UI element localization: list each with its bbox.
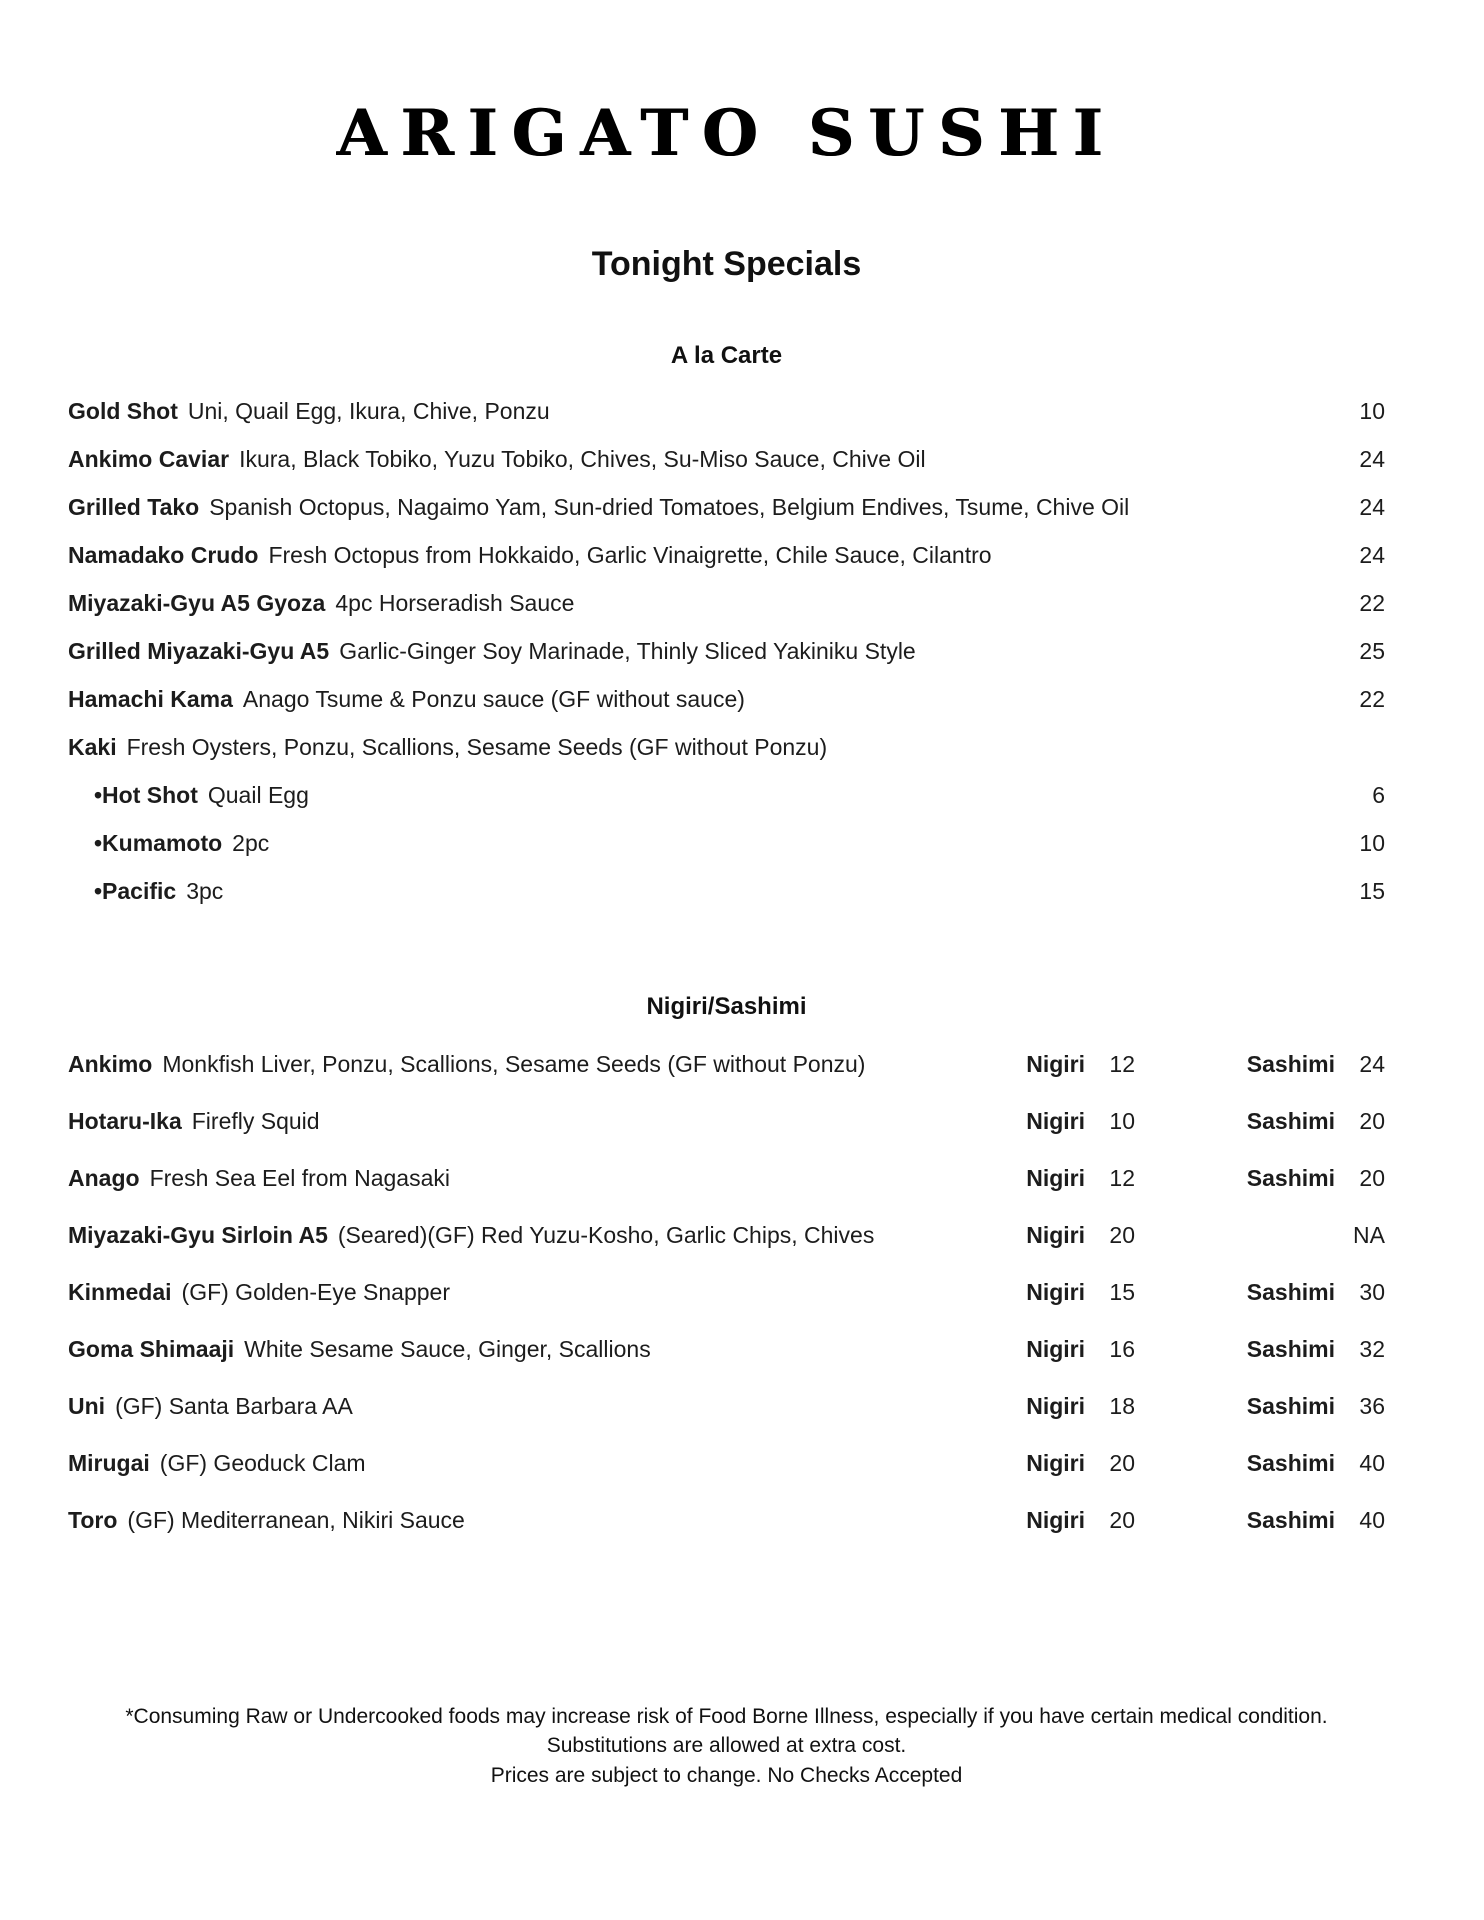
a-la-carte-list <box>68 398 1385 905</box>
item-name: Ankimo <box>68 1051 153 1077</box>
footer-disclaimer-line1: *Consuming Raw or Undercooked foods may increase risk of Food Borne Illness, especially if you have certain medical condition. <box>125 1705 1328 1728</box>
nigiri-price: 10 <box>1109 1108 1135 1134</box>
menu-subtitle: Tonight Specials <box>591 245 862 283</box>
item-price: 10 <box>1359 398 1385 424</box>
nigiri-label: Nigiri <box>1026 1165 1085 1191</box>
nigiri-price: 20 <box>1109 1450 1135 1476</box>
menu-item <box>68 398 1385 425</box>
nigiri-label: Nigiri <box>1026 1108 1085 1134</box>
item-desc: Garlic-Ginger Soy Marinade, Thinly Sliced Yakiniku Style <box>339 638 916 664</box>
menu-subitem <box>68 830 1385 857</box>
menu-item <box>68 638 1385 665</box>
menu-item <box>68 1165 1385 1192</box>
sashimi-label: Sashimi <box>1246 1279 1335 1305</box>
sashimi-price: 20 <box>1359 1165 1385 1191</box>
item-desc: Fresh Sea Eel from Nagasaki <box>149 1165 450 1191</box>
item-name: Ankimo Caviar <box>68 446 230 472</box>
sashimi-label: Sashimi <box>1246 1165 1335 1191</box>
item-desc: (GF) Golden-Eye Snapper <box>181 1279 450 1305</box>
menu-item <box>68 1450 1385 1477</box>
sashimi-price: 20 <box>1359 1108 1385 1134</box>
item-name: •Kumamoto <box>94 830 223 856</box>
menu-item <box>68 1108 1385 1135</box>
item-name: Hamachi Kama <box>68 686 233 712</box>
item-name: Mirugai <box>68 1450 150 1476</box>
item-desc: (Seared)(GF) Red Yuzu-Kosho, Garlic Chips, Chives <box>337 1222 875 1248</box>
menu-item <box>68 542 1385 569</box>
sashimi-price: 30 <box>1359 1279 1385 1305</box>
item-price: 24 <box>1359 542 1385 568</box>
item-price: 24 <box>1359 494 1385 520</box>
section-heading-a-la-carte: A la Carte <box>670 342 783 369</box>
item-name: Gold Shot <box>68 398 178 424</box>
menu-item <box>68 1279 1385 1306</box>
menu-item <box>68 1336 1385 1363</box>
item-desc: White Sesame Sauce, Ginger, Scallions <box>244 1336 651 1362</box>
item-price: 22 <box>1359 686 1385 712</box>
item-price: 15 <box>1359 878 1385 904</box>
item-price: 24 <box>1359 446 1385 472</box>
menu-item <box>68 1507 1385 1534</box>
sashimi-label: Sashimi <box>1246 1051 1335 1077</box>
nigiri-label: Nigiri <box>1026 1336 1085 1362</box>
sashimi-label: Sashimi <box>1246 1393 1335 1419</box>
nigiri-price: 12 <box>1109 1165 1135 1191</box>
nigiri-label: Nigiri <box>1026 1393 1085 1419</box>
item-desc: Firefly Squid <box>191 1108 320 1134</box>
item-name: Grilled Miyazaki-Gyu A5 <box>68 638 330 664</box>
nigiri-label: Nigiri <box>1026 1279 1085 1305</box>
sashimi-price: 36 <box>1359 1393 1385 1419</box>
sashimi-price: NA <box>1353 1222 1385 1248</box>
item-name: Goma Shimaaji <box>68 1336 235 1362</box>
item-price: 22 <box>1359 590 1385 616</box>
menu-item <box>68 686 1385 713</box>
sashimi-price: 32 <box>1359 1336 1385 1362</box>
item-desc: Ikura, Black Tobiko, Yuzu Tobiko, Chives, Su-Miso Sauce, Chive Oil <box>239 446 926 472</box>
menu-item <box>68 734 1385 761</box>
item-desc: (GF) Mediterranean, Nikiri Sauce <box>127 1507 465 1533</box>
item-desc: Fresh Octopus from Hokkaido, Garlic Vinaigrette, Chile Sauce, Cilantro <box>268 542 992 568</box>
menu-footer <box>68 1702 1385 1790</box>
item-desc: Quail Egg <box>207 782 309 808</box>
nigiri-label: Nigiri <box>1026 1507 1085 1533</box>
footer-disclaimer-line3: Prices are subject to change. No Checks Accepted <box>490 1763 963 1787</box>
restaurant-logo-title: ARIGATO SUSHI <box>336 96 1117 171</box>
nigiri-price: 18 <box>1109 1393 1135 1419</box>
menu-item <box>68 590 1385 617</box>
item-name: Miyazaki-Gyu Sirloin A5 <box>68 1222 328 1248</box>
item-desc: (GF) Santa Barbara AA <box>115 1393 353 1419</box>
sashimi-label: Sashimi <box>1246 1450 1335 1476</box>
nigiri-sashimi-list <box>68 1051 1385 1534</box>
item-name: Toro <box>68 1507 118 1533</box>
nigiri-price: 20 <box>1109 1222 1135 1248</box>
item-name: Grilled Tako <box>68 494 200 520</box>
nigiri-label: Nigiri <box>1026 1450 1085 1476</box>
nigiri-price: 16 <box>1109 1336 1135 1362</box>
item-price: 10 <box>1359 830 1385 856</box>
menu-item <box>68 1222 1385 1249</box>
nigiri-price: 15 <box>1109 1279 1135 1305</box>
nigiri-price: 20 <box>1109 1507 1135 1533</box>
item-name: Kinmedai <box>68 1279 172 1305</box>
menu-item <box>68 446 1385 473</box>
item-name: Kaki <box>68 734 117 760</box>
item-desc: Uni, Quail Egg, Ikura, Chive, Ponzu <box>187 398 550 424</box>
sashimi-label: Sashimi <box>1246 1507 1335 1533</box>
sashimi-label: Sashimi <box>1246 1336 1335 1362</box>
item-desc: 4pc Horseradish Sauce <box>335 590 575 616</box>
item-name: •Pacific <box>94 878 177 904</box>
item-desc: Fresh Oysters, Ponzu, Scallions, Sesame Seeds (GF without Ponzu) <box>126 734 828 760</box>
menu-subitem <box>68 878 1385 905</box>
item-desc: 2pc <box>232 830 270 856</box>
item-desc: 3pc <box>186 878 224 904</box>
item-price: 25 <box>1359 638 1385 664</box>
sashimi-label: Sashimi <box>1246 1108 1335 1134</box>
sashimi-price: 24 <box>1359 1051 1385 1077</box>
nigiri-label: Nigiri <box>1026 1222 1085 1248</box>
item-name: •Hot Shot <box>94 782 198 808</box>
menu-item <box>68 494 1385 521</box>
item-desc: Anago Tsume & Ponzu sauce (GF without sauce) <box>242 686 745 712</box>
item-name: Uni <box>68 1393 106 1419</box>
sashimi-price: 40 <box>1359 1507 1385 1533</box>
menu-item <box>68 1393 1385 1420</box>
item-name: Miyazaki-Gyu A5 Gyoza <box>68 590 326 616</box>
item-desc: (GF) Geoduck Clam <box>159 1450 366 1476</box>
footer-disclaimer-line2: Substitutions are allowed at extra cost. <box>546 1734 907 1758</box>
item-name: Anago <box>68 1165 140 1191</box>
item-desc: Monkfish Liver, Ponzu, Scallions, Sesame Seeds (GF without Ponzu) <box>162 1051 866 1077</box>
menu-item <box>68 1051 1385 1078</box>
item-desc: Spanish Octopus, Nagaimo Yam, Sun-dried Tomatoes, Belgium Endives, Tsume, Chive Oil <box>209 494 1130 520</box>
item-name: Namadako Crudo <box>68 542 259 568</box>
item-name: Hotaru-Ika <box>68 1108 182 1134</box>
item-price: 6 <box>1372 782 1385 808</box>
nigiri-label: Nigiri <box>1026 1051 1085 1077</box>
sashimi-price: 40 <box>1359 1450 1385 1476</box>
nigiri-price: 12 <box>1109 1051 1135 1077</box>
section-heading-nigiri-sashimi: Nigiri/Sashimi <box>646 993 807 1020</box>
menu-subitem <box>68 782 1385 809</box>
